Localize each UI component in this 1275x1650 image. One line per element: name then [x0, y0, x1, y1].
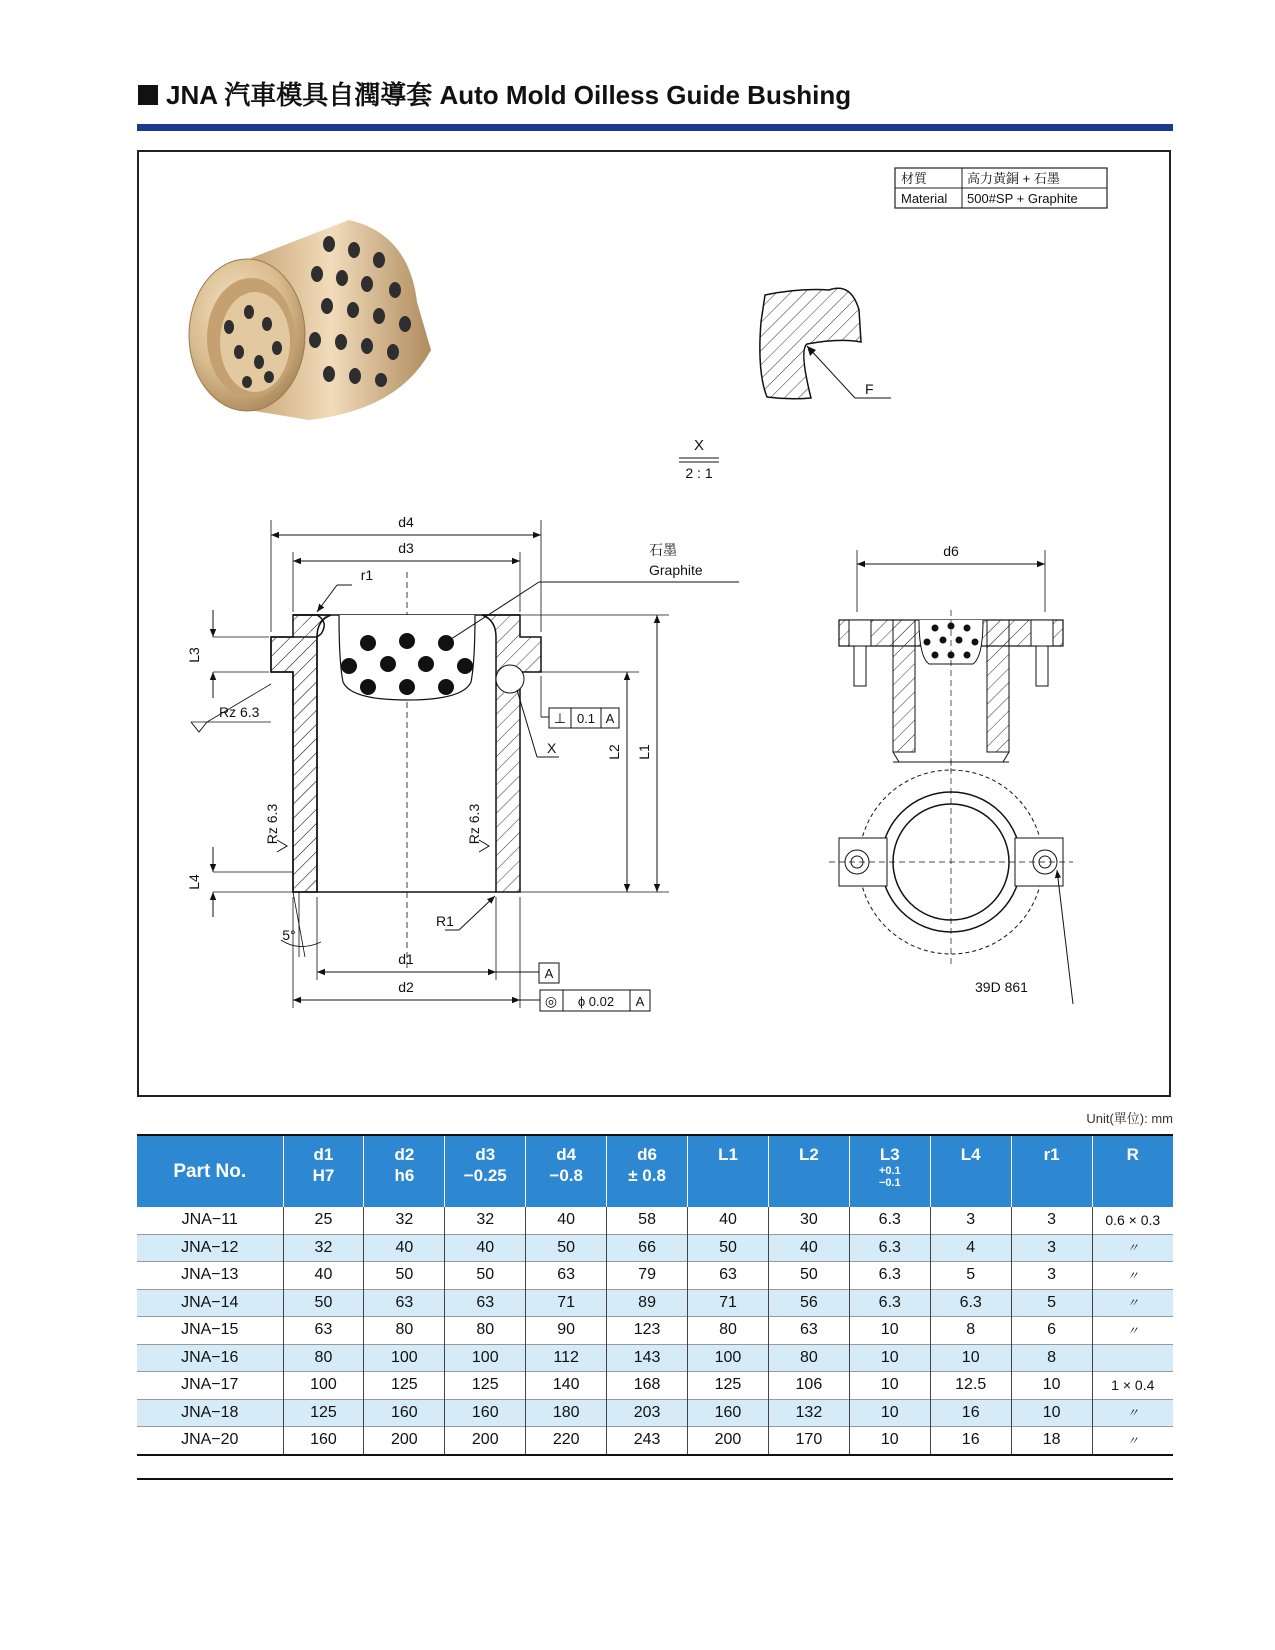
- column-header: d3 −0.25: [445, 1135, 526, 1207]
- detail-ref-x: X: [547, 740, 557, 756]
- table-cell: 243: [607, 1427, 688, 1455]
- table-cell: 170: [768, 1427, 849, 1455]
- ref-note: 39D 861: [975, 979, 1028, 995]
- table-cell: 112: [526, 1344, 607, 1372]
- table-cell: 50: [688, 1234, 769, 1262]
- table-cell: 6: [1011, 1317, 1092, 1345]
- column-header: r1: [1011, 1135, 1092, 1207]
- table-cell: 125: [364, 1372, 445, 1400]
- spec-table: [137, 1134, 1173, 1456]
- table-cell: 12.5: [930, 1372, 1011, 1400]
- table-cell: 123: [607, 1317, 688, 1345]
- part-number-cell: JNA−11: [181, 1211, 238, 1229]
- table-row: [137, 1427, 1173, 1455]
- table-row: [137, 1317, 1173, 1345]
- column-header: R: [1092, 1135, 1173, 1207]
- table-cell: 79: [607, 1262, 688, 1290]
- top-view: [829, 758, 1073, 1004]
- table-cell: 125: [283, 1399, 364, 1427]
- table-cell: 140: [526, 1372, 607, 1400]
- table-cell: 5: [930, 1262, 1011, 1290]
- conc-datum: A: [635, 994, 645, 1009]
- table-cell: 200: [364, 1427, 445, 1455]
- detail-x: [679, 288, 891, 481]
- perp-tol: 0.1: [576, 711, 596, 726]
- table-cell: 〃: [1092, 1234, 1173, 1262]
- table-cell: 8: [1011, 1344, 1092, 1372]
- section-view: [186, 514, 739, 1011]
- table-cell: 168: [607, 1372, 688, 1400]
- table-cell: 63: [688, 1262, 769, 1290]
- unit-note: Unit(單位): mm: [1086, 1111, 1173, 1126]
- table-cell: 200: [445, 1427, 526, 1455]
- table-cell: 50: [364, 1262, 445, 1290]
- table-cell: 50: [526, 1234, 607, 1262]
- column-header: Part No.: [137, 1135, 283, 1207]
- page-title: [138, 75, 851, 112]
- table-cell: 50: [283, 1289, 364, 1317]
- table-cell: 160: [283, 1427, 364, 1455]
- rz-outer: Rz 6.3: [264, 803, 280, 845]
- dim-L1: L1: [636, 744, 652, 760]
- table-cell: 4: [930, 1234, 1011, 1262]
- angle-5deg: 5°: [282, 927, 296, 943]
- table-cell: 143: [607, 1344, 688, 1372]
- table-cell: 100: [445, 1344, 526, 1372]
- table-cell: 〃: [1092, 1289, 1173, 1317]
- table-cell: 6.3: [849, 1262, 930, 1290]
- dim-d3: d3: [398, 540, 414, 556]
- table-cell: 6.3: [930, 1289, 1011, 1317]
- title-text: JNA 汽車模具自潤導套 Auto Mold Oilless Guide Bushing: [166, 80, 852, 110]
- part-number-cell: JNA−20: [181, 1431, 239, 1449]
- table-cell: 203: [607, 1399, 688, 1427]
- table-cell: 30: [768, 1207, 849, 1234]
- table-cell: 32: [364, 1207, 445, 1234]
- table-cell: [1092, 1344, 1173, 1372]
- table-cell: 16: [930, 1427, 1011, 1455]
- table-cell: 10: [849, 1399, 930, 1427]
- table-cell: 10: [849, 1372, 930, 1400]
- detail-scale: 2 : 1: [685, 465, 713, 481]
- table-cell: 0.6 × 0.3: [1092, 1207, 1173, 1234]
- rz-bore: Rz 6.3: [466, 803, 482, 845]
- table-cell: 3: [1011, 1262, 1092, 1290]
- table-cell: 125: [688, 1372, 769, 1400]
- table-row: [137, 1234, 1173, 1262]
- table-cell: 56: [768, 1289, 849, 1317]
- table-cell: 40: [364, 1234, 445, 1262]
- dim-d2: d2: [398, 979, 414, 995]
- detail-leader-f: F: [865, 381, 874, 397]
- dim-r1: r1: [360, 567, 374, 583]
- table-row: [137, 1372, 1173, 1400]
- datum-a: A: [544, 966, 554, 981]
- table-cell: 〃: [1092, 1317, 1173, 1345]
- table-row: [137, 1207, 1173, 1234]
- table-cell: 40: [768, 1234, 849, 1262]
- table-cell: 100: [364, 1344, 445, 1372]
- part-number-cell: JNA−17: [181, 1376, 239, 1394]
- table-cell: 6.3: [849, 1234, 930, 1262]
- table-cell: 〃: [1092, 1399, 1173, 1427]
- part-number-cell: JNA−15: [181, 1321, 239, 1339]
- table-cell: 89: [607, 1289, 688, 1317]
- table-cell: 50: [768, 1262, 849, 1290]
- table-cell: 32: [445, 1207, 526, 1234]
- table-cell: 90: [526, 1317, 607, 1345]
- bushing-photo: [189, 220, 431, 420]
- part-number-cell: JNA−13: [181, 1266, 239, 1284]
- table-cell: 1 × 0.4: [1092, 1372, 1173, 1400]
- table-cell: 5: [1011, 1289, 1092, 1317]
- table-cell: 63: [283, 1317, 364, 1345]
- table-cell: 180: [526, 1399, 607, 1427]
- rz-flange: Rz 6.3: [219, 704, 260, 720]
- column-header: L2: [768, 1135, 849, 1207]
- table-cell: 71: [688, 1289, 769, 1317]
- table-cell: 8: [930, 1317, 1011, 1345]
- table-cell: 80: [283, 1344, 364, 1372]
- table-cell: 3: [930, 1207, 1011, 1234]
- material-value-zh: 高力黃銅 + 石墨: [967, 171, 1060, 186]
- dim-d1: d1: [398, 951, 414, 967]
- table-cell: 10: [849, 1427, 930, 1455]
- graphite-zh: 石墨: [649, 542, 677, 558]
- table-cell: 80: [768, 1344, 849, 1372]
- bottom-rule: [137, 1478, 1173, 1480]
- table-cell: 132: [768, 1399, 849, 1427]
- dim-d4: d4: [398, 514, 414, 530]
- table-cell: 10: [1011, 1399, 1092, 1427]
- table-row: [137, 1289, 1173, 1317]
- table-header-row: [137, 1135, 1173, 1207]
- dim-L2: L2: [606, 744, 622, 760]
- table-cell: 160: [364, 1399, 445, 1427]
- table-cell: 40: [445, 1234, 526, 1262]
- table-cell: 6.3: [849, 1289, 930, 1317]
- material-value-en: 500#SP + Graphite: [967, 191, 1078, 206]
- table-cell: 40: [283, 1262, 364, 1290]
- table-cell: 58: [607, 1207, 688, 1234]
- table-cell: 25: [283, 1207, 364, 1234]
- column-header: L1: [688, 1135, 769, 1207]
- part-number-cell: JNA−12: [137, 1234, 283, 1262]
- table-cell: 6.3: [849, 1207, 930, 1234]
- table-row: [137, 1262, 1173, 1290]
- dim-L4: L4: [186, 874, 202, 890]
- table-cell: 80: [364, 1317, 445, 1345]
- table-cell: 32: [283, 1234, 364, 1262]
- table-cell: 100: [688, 1344, 769, 1372]
- column-header: L4: [930, 1135, 1011, 1207]
- table-cell: 40: [688, 1207, 769, 1234]
- column-header: d1 H7: [283, 1135, 364, 1207]
- table-cell: 220: [526, 1427, 607, 1455]
- column-header: d6 ± 0.8: [607, 1135, 688, 1207]
- part-number-cell: JNA−18: [137, 1399, 283, 1427]
- table-cell: 10: [849, 1317, 930, 1345]
- table-cell: 3: [1011, 1207, 1092, 1234]
- table-row: [137, 1344, 1173, 1372]
- table-cell: 66: [607, 1234, 688, 1262]
- table-cell: 〃: [1092, 1262, 1173, 1290]
- table-body: [137, 1207, 1173, 1455]
- column-header: d4 −0.8: [526, 1135, 607, 1207]
- table-cell: 40: [526, 1207, 607, 1234]
- column-header: L3 +0.1 −0.1: [849, 1135, 930, 1207]
- material-label-zh: 材質: [901, 171, 928, 186]
- drawing-canvas: [139, 152, 1173, 1099]
- perp-datum: A: [605, 711, 615, 726]
- table-cell: 63: [445, 1289, 526, 1317]
- graphite-en: Graphite: [649, 562, 703, 578]
- dim-R1: R1: [436, 913, 454, 929]
- material-box: [895, 168, 1107, 208]
- table-cell: 125: [445, 1372, 526, 1400]
- title-rule: [137, 124, 1173, 131]
- dim-d6: d6: [943, 543, 959, 559]
- perp-symbol: ⊥: [553, 710, 567, 726]
- material-label-en: Material: [901, 191, 948, 206]
- conc-tol: ϕ 0.02: [577, 994, 615, 1009]
- table-cell: 200: [688, 1427, 769, 1455]
- table-cell: 63: [768, 1317, 849, 1345]
- table-cell: 16: [930, 1399, 1011, 1427]
- table-cell: 100: [283, 1372, 364, 1400]
- conc-symbol: ◎: [544, 993, 558, 1009]
- dim-L3: L3: [186, 647, 202, 663]
- table-cell: 160: [688, 1399, 769, 1427]
- table-cell: 80: [445, 1317, 526, 1345]
- table-cell: 〃: [1092, 1427, 1173, 1455]
- table-cell: 10: [849, 1344, 930, 1372]
- table-cell: 10: [930, 1344, 1011, 1372]
- table-cell: 18: [1011, 1427, 1092, 1455]
- table-cell: 63: [364, 1289, 445, 1317]
- part-number-cell: JNA−14: [137, 1289, 283, 1317]
- table-cell: 63: [526, 1262, 607, 1290]
- table-cell: 106: [768, 1372, 849, 1400]
- table-cell: 71: [526, 1289, 607, 1317]
- table-cell: 3: [1011, 1234, 1092, 1262]
- table-cell: 50: [445, 1262, 526, 1290]
- detail-name: X: [693, 437, 705, 454]
- technical-drawing: [137, 150, 1171, 1097]
- column-header: d2 h6: [364, 1135, 445, 1207]
- installed-view: [839, 543, 1063, 772]
- part-number-cell: JNA−16: [137, 1344, 283, 1372]
- table-cell: 160: [445, 1399, 526, 1427]
- title-square-icon: [138, 85, 158, 105]
- table-cell: 10: [1011, 1372, 1092, 1400]
- table-cell: 80: [688, 1317, 769, 1345]
- table-row: [137, 1399, 1173, 1427]
